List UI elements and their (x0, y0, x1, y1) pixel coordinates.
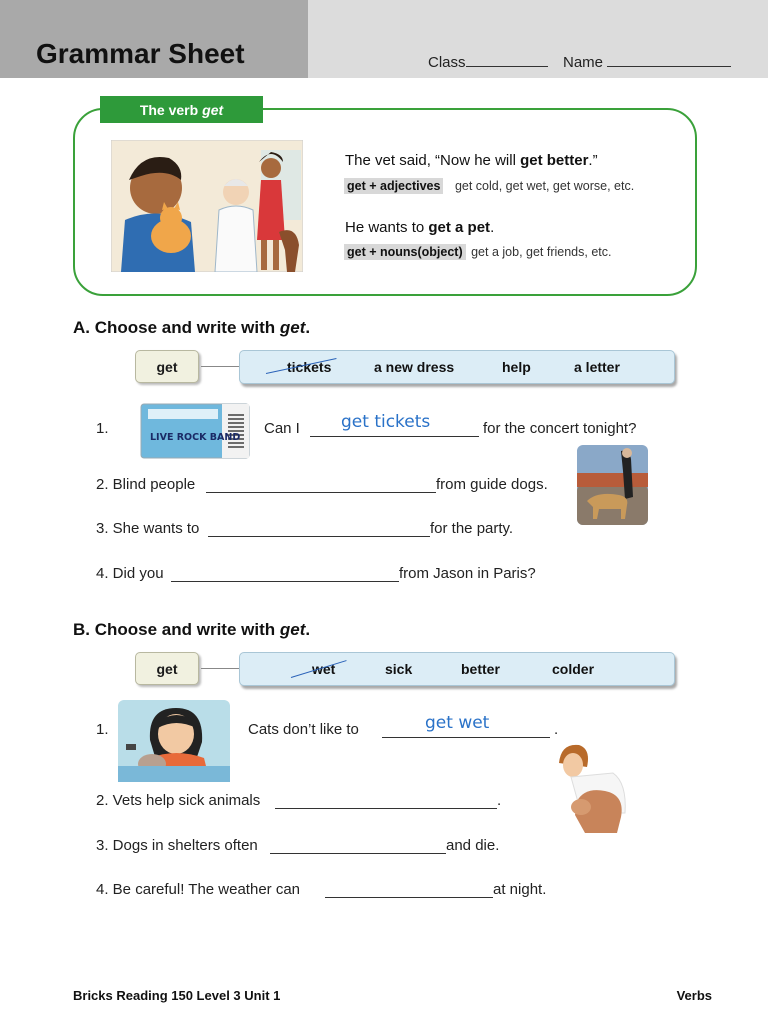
rule2-label: get + nouns(object) (344, 244, 466, 260)
rule1-text: get cold, get wet, get worse, etc. (454, 179, 635, 193)
name-label: Name (563, 54, 604, 71)
verb-tag-prefix: The verb (139, 101, 199, 118)
qb4-blank[interactable] (325, 896, 493, 898)
ex1-post: .” (588, 152, 598, 169)
ticket-text: LIVE ROCK BAND (150, 432, 241, 443)
rule-1 (344, 179, 634, 193)
word-bank-a-word[interactable]: a letter (574, 359, 620, 375)
qa1-answer: get tickets (341, 412, 431, 432)
section-b-title (73, 620, 310, 640)
name-field (563, 52, 731, 71)
section-a-title (73, 318, 310, 338)
qb1-answer: get wet (425, 713, 490, 733)
qb2-blank[interactable] (275, 807, 497, 809)
section-a-connector (201, 366, 239, 367)
word-bank-b-word[interactable]: colder (552, 661, 595, 677)
qa1-number: 1. (96, 420, 109, 437)
section-a-title-pre: A. Choose and write with (73, 318, 280, 337)
qb1-blank[interactable] (382, 736, 550, 738)
qa4-pre: 4. Did you (96, 565, 164, 582)
example-sentence-2 (345, 219, 494, 236)
section-a-get-pill: get (135, 350, 199, 383)
guide-dog-photo (577, 445, 648, 525)
ex2-bold: get a pet (428, 219, 491, 236)
qa1-pre: Can I (264, 420, 300, 437)
class-blank[interactable] (466, 52, 548, 67)
footer-topic: Verbs (676, 988, 712, 1003)
section-b-connector (201, 668, 239, 669)
qa1-post: for the concert tonight? (483, 420, 637, 437)
word-bank-b-word[interactable]: sick (385, 661, 413, 677)
qa4-post: from Jason in Paris? (399, 565, 536, 582)
qa2-blank[interactable] (206, 491, 436, 493)
section-b-title-post: . (305, 620, 311, 639)
section-b-title-verb: get (279, 620, 306, 639)
qb2-pre: 2. Vets help sick animals (96, 792, 261, 809)
qb1-number: 1. (96, 721, 109, 738)
section-b-word-bank (239, 652, 675, 686)
qa4-blank[interactable] (171, 580, 399, 582)
qb3-blank[interactable] (270, 852, 446, 854)
qb2-post: . (497, 792, 502, 809)
verb-tag-verb: get (202, 101, 224, 118)
page-title: Grammar Sheet (36, 38, 245, 69)
qa3-post: for the party. (430, 520, 514, 537)
qa3-blank[interactable] (208, 535, 430, 537)
vet-with-dog-photo (551, 743, 629, 838)
section-a-title-verb: get (279, 318, 306, 337)
qb4-post: at night. (493, 881, 547, 898)
ex2-post: . (490, 219, 495, 236)
class-field (428, 52, 548, 71)
qb3-pre: 3. Dogs in shelters often (96, 837, 258, 854)
section-b-title-pre: B. Choose and write with (73, 620, 280, 639)
ex1-bold: get better (520, 152, 589, 169)
ticket-icon (140, 403, 250, 459)
rule1-label: get + adjectives (344, 178, 443, 194)
vet-clinic-illustration (111, 140, 303, 272)
qb1-post: . (554, 721, 559, 738)
word-bank-a-word[interactable]: help (502, 359, 531, 375)
word-bank-b-word[interactable]: wet (312, 661, 336, 677)
ex2-pre: He wants to (345, 219, 429, 236)
ex1-pre: The vet said, “Now he will (345, 152, 521, 169)
section-a-word-bank (239, 350, 675, 384)
footer-book-title: Bricks Reading 150 Level 3 Unit 1 (73, 988, 281, 1003)
example-sentence-1 (345, 152, 598, 169)
section-b-get-pill: get (135, 652, 199, 685)
word-bank-b-word[interactable]: better (461, 661, 500, 677)
name-blank[interactable] (607, 52, 731, 67)
verb-tag (100, 96, 263, 123)
qa2-pre: 2. Blind people (96, 476, 196, 493)
class-label: Class (428, 54, 466, 71)
qa3-pre: 3. She wants to (96, 520, 200, 537)
qb3-post: and die. (446, 837, 500, 854)
girl-bathing-cat-illustration (118, 700, 230, 782)
word-bank-a-word[interactable]: a new dress (374, 359, 455, 375)
word-bank-a-word[interactable]: tickets (287, 359, 332, 375)
qa1-blank[interactable] (310, 435, 479, 437)
qa2-post: from guide dogs. (436, 476, 548, 493)
rule-2 (344, 245, 611, 259)
rule2-text: get a job, get friends, etc. (471, 245, 612, 259)
section-a-title-post: . (305, 318, 311, 337)
qb4-pre: 4. Be careful! The weather can (96, 881, 301, 898)
qb1-pre: Cats don’t like to (248, 721, 359, 738)
